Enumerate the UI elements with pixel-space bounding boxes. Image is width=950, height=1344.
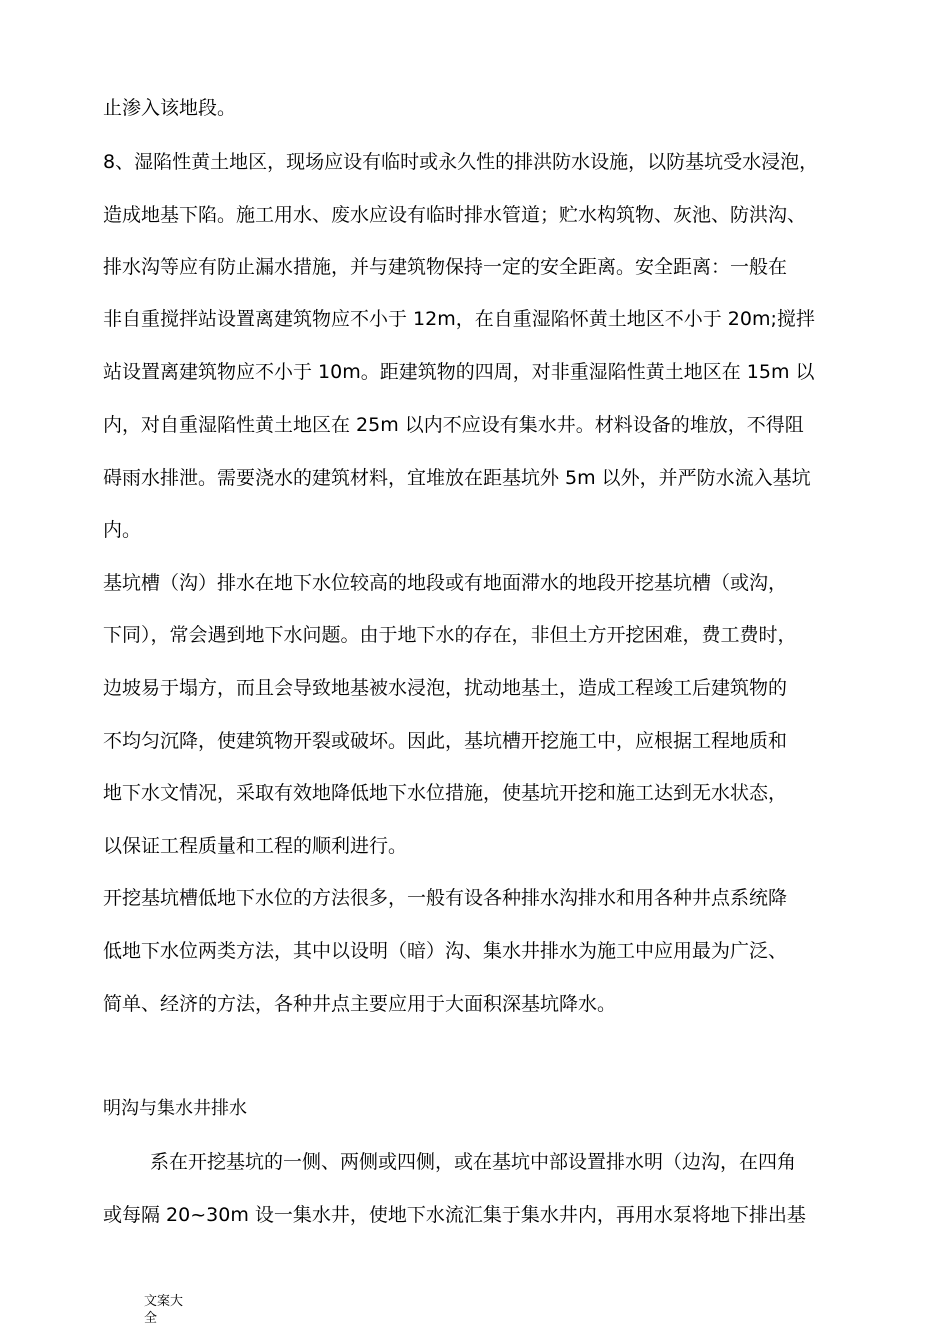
text-line: 8、湿陷性黄土地区，现场应设有临时或永久性的排洪防水设施，以防基坑受水浸泡， — [103, 151, 819, 173]
text-line: 基坑槽（沟）排水在地下水位较高的地段或有地面滞水的地段开挖基坑槽（或沟， — [103, 572, 788, 594]
text-line: 低地下水位两类方法，其中以设明（暗）沟、集水井排水为施工中应用最为广泛、 — [103, 940, 788, 962]
page-footer: 文案大全 — [144, 1294, 184, 1326]
text-line: 止渗入该地段。 — [103, 97, 237, 119]
text-line: 内。 — [103, 519, 142, 541]
text-line: 或每隔 20~30m 设一集水井，使地下水流汇集于集水井内，再用水泵将地下排出基 — [103, 1204, 806, 1226]
text-line: 下同），常会遇到地下水问题。由于地下水的存在，非但土方开挖困难，费工费时， — [103, 624, 797, 646]
text-line: 地下水文情况，采取有效地降低地下水位措施，使基坑开挖和施工达到无水状态， — [103, 782, 788, 804]
text-line: 以保证工程质量和工程的顺利进行。 — [103, 835, 408, 857]
text-line: 非自重搅拌站设置离建筑物应不小于 12m，在自重湿陷怀黄土地区不小于 20m;搅拌 — [103, 308, 815, 330]
section-heading: 明沟与集水井排水 — [103, 1098, 247, 1119]
text-line: 碍雨水排泄。需要浇水的建筑材料，宜堆放在距基坑外 5m 以外，并严防水流入基坑 — [103, 467, 811, 489]
text-line: 系在开挖基坑的一侧、两侧或四侧，或在基坑中部设置排水明（边沟，在四角 — [150, 1151, 797, 1173]
text-line: 内，对自重湿陷性黄土地区在 25m 以内不应设有集水井。材料设备的堆放，不得阻 — [103, 414, 804, 436]
text-line: 站设置离建筑物应不小于 10m。距建筑物的四周，对非重湿陷性黄土地区在 15m 以 — [103, 361, 815, 383]
text-line: 造成地基下陷。施工用水、废水应设有临时排水管道；贮水构筑物、灰池、防洪沟、 — [103, 204, 807, 226]
text-line: 简单、经济的方法，各种井点主要应用于大面积深基坑降水。 — [103, 993, 617, 1015]
text-line: 不均匀沉降，使建筑物开裂或破坏。因此，基坑槽开挖施工中，应根据工程地质和 — [103, 730, 788, 752]
text-line: 边坡易于塌方，而且会导致地基被水浸泡，扰动地基土，造成工程竣工后建筑物的 — [103, 677, 788, 699]
text-line: 排水沟等应有防止漏水措施，并与建筑物保持一定的安全距离。安全距离：一般在 — [103, 256, 788, 278]
text-line: 开挖基坑槽低地下水位的方法很多，一般有设各种排水沟排水和用各种井点系统降 — [103, 887, 788, 909]
